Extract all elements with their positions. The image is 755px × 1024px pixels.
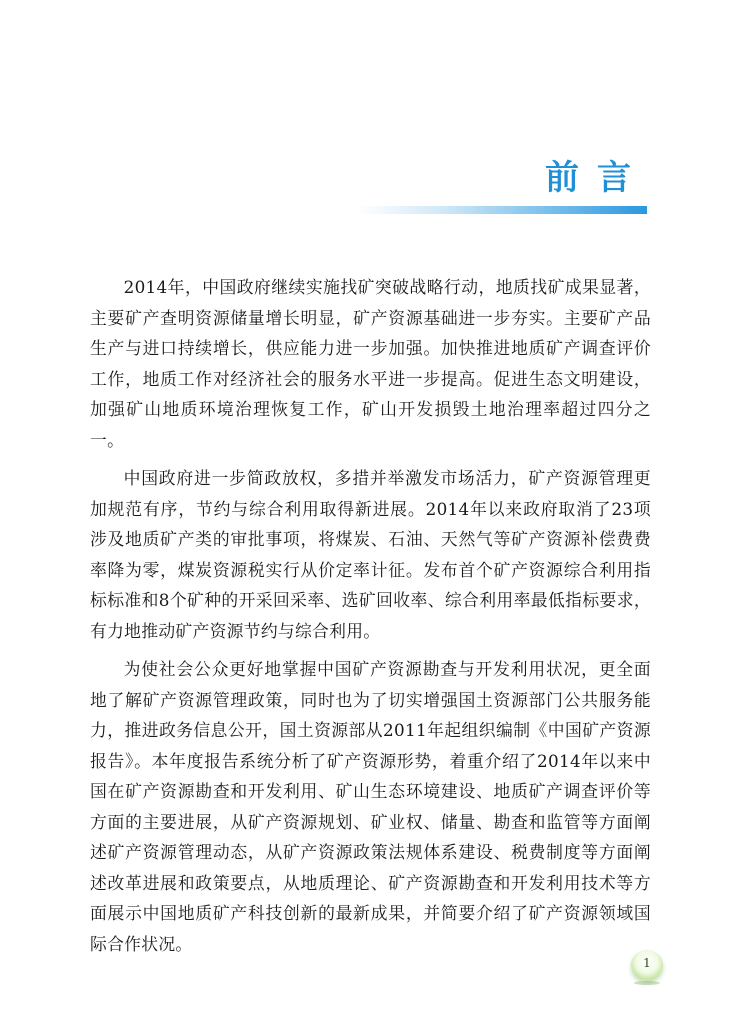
badge-shadow bbox=[634, 981, 660, 985]
body-text bbox=[90, 272, 651, 967]
paragraph-1: 2014年，中国政府继续实施找矿突破战略行动，地质找矿成果显著，主要矿产查明资源储量增长明显，矿产资源基础进一步夯实。主要矿产品生产与进口持续增长，供应能力进一步加强。加快推进地质矿产调查评价工作，地质工作对经济社会的服务水平进一步提高。促进生态文明建设，加强矿山地质环境治理恢复工作，矿山开发损毁土地治理率超过四分之一。 bbox=[90, 277, 651, 450]
page-number: 1 bbox=[643, 956, 651, 970]
page-title: 前言 bbox=[545, 158, 649, 198]
paragraph-3: 为使社会公众更好地掌握中国矿产资源勘查与开发利用状况，更全面地了解矿产资源管理政策，同时也为了切实增强国土资源部门公共服务能力，推进政务信息公开，国土资源部从2011年起组织编制《中国矿产资源报告》。本年度报告系统分析了矿产资源形势，着重介绍了2014年以来中国在矿产资源勘查和开发利用、矿山生态环境建设、地质矿产调查评价等方面的主要进展，从矿产资源规划、矿业权、储量、勘查和监管等方面阐述矿产资源管理动态，从矿产资源政策法规体系建设、税费制度等方面阐述改革进展和政策要点，从地质理论、矿产资源勘查和开发利用技术等方面展示中国地质矿产科技创新的最新成果，并简要介绍了矿产资源领域国际合作状况。 bbox=[90, 659, 651, 954]
paragraph-2: 中国政府进一步简政放权，多措并举激发市场活力，矿产资源管理更加规范有序，节约与综合利用取得新进展。2014年以来政府取消了23项涉及地质矿产类的审批事项，将煤炭、石油、天然气等矿产资源补偿费费率降为零，煤炭资源税实行从价定率计征。发布首个矿产资源综合利用指标标准和8个矿种的开采回采率、选矿回收率、综合利用率最低指标要求，有力地推动矿产资源节约与综合利用。 bbox=[90, 468, 651, 641]
page-number-badge bbox=[629, 948, 665, 984]
title-underline bbox=[357, 206, 647, 214]
